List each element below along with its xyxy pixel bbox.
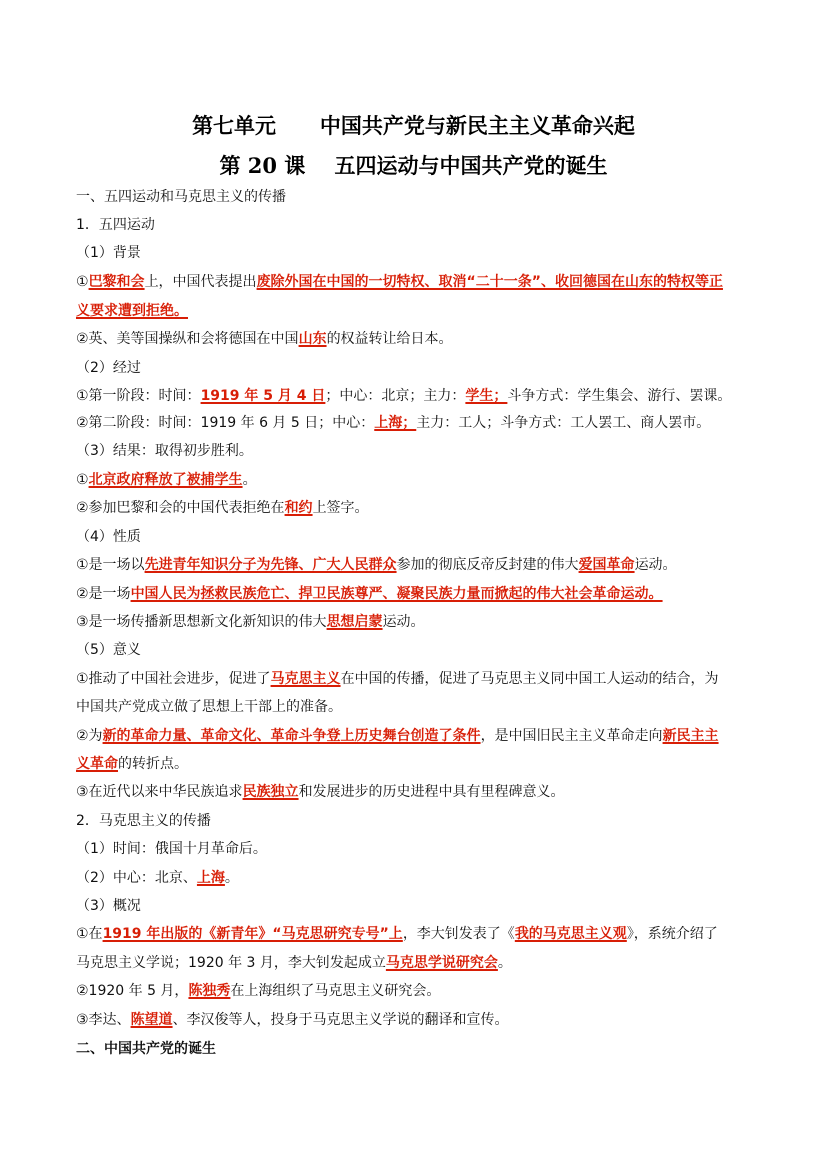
text-line xyxy=(76,839,267,859)
text-segment: 中国共产党成立做了思想上干部上的准备。 xyxy=(76,699,342,715)
text-segment: ① xyxy=(76,274,89,290)
text-line xyxy=(76,301,188,321)
highlighted-key-term: 学生； xyxy=(465,388,508,404)
text-line xyxy=(76,358,141,378)
text-segment: ①在 xyxy=(76,926,103,942)
highlighted-key-term: 马克思学说研究会 xyxy=(385,955,498,971)
text-line xyxy=(76,386,731,406)
text-segment: ②参加巴黎和会的中国代表拒绝在 xyxy=(76,500,285,516)
highlighted-key-term: 民族独立 xyxy=(242,784,299,800)
text-segment: ①是一场以 xyxy=(76,557,145,573)
text-segment: 和发展进步的历史进程中具有里程碑意义。 xyxy=(298,784,565,800)
highlighted-key-term: 1919 年出版的《新青年》“马克思研究专号”上 xyxy=(102,926,403,942)
text-segment: ，是中国旧民主主义革命走向 xyxy=(480,728,663,744)
text-segment: （5）意义 xyxy=(76,642,141,658)
text-line xyxy=(76,215,155,235)
text-segment: ②第二阶段：时间：1919 年 6 月 5 日；中心： xyxy=(76,415,375,431)
text-segment: 参加的彻底反帝反封建的伟大 xyxy=(396,557,579,573)
text-line xyxy=(76,329,453,349)
text-segment: ②英、美等国操纵和会将德国在中国 xyxy=(76,331,299,347)
highlighted-key-term: 义革命 xyxy=(76,756,118,772)
highlighted-key-term: 新的革命力量、革命文化、革命斗争登上历史舞台创造了条件 xyxy=(102,728,481,744)
text-line xyxy=(76,498,369,518)
text-line xyxy=(76,953,512,973)
highlighted-key-term: 新民主主 xyxy=(662,728,719,744)
highlighted-key-term: 陈独秀 xyxy=(188,983,231,999)
highlighted-key-term: 中国人民为拯救民族危亡、捍卫民族尊严、凝聚民族力量而掀起的伟大社会革命运动。 xyxy=(130,586,663,602)
text-segment: 上，中国代表提出 xyxy=(144,274,257,290)
text-segment: ③是一场传播新思想新文化新知识的伟大 xyxy=(76,614,327,630)
text-segment: 的权益转让给日本。 xyxy=(326,331,453,347)
text-segment: 运动。 xyxy=(382,614,425,630)
text-line xyxy=(76,811,211,831)
text-segment: 马克思主义学说；1920 年 3 月，李大钊发起成立 xyxy=(76,955,386,971)
unit-title: 第七单元 中国共产党与新民主主义革命兴起 xyxy=(192,113,635,138)
text-segment: （3）概况 xyxy=(76,898,141,914)
section-heading: 二、中国共产党的诞生 xyxy=(76,1041,216,1057)
text-line xyxy=(76,754,188,774)
text-segment: （4）性质 xyxy=(76,529,141,545)
text-segment: ①推动了中国社会进步，促进了 xyxy=(76,671,271,687)
text-segment: 。 xyxy=(224,870,239,886)
text-line xyxy=(76,640,141,660)
highlighted-key-term: 上海 xyxy=(196,870,225,886)
text-segment: 在中国的传播，促进了马克思主义同中国工人运动的结合，为 xyxy=(340,671,719,687)
highlighted-key-term: 我的马克思主义观 xyxy=(514,926,627,942)
text-line xyxy=(76,924,718,944)
text-line xyxy=(76,441,253,461)
text-segment: 运动。 xyxy=(634,557,677,573)
highlighted-key-term: 陈望道 xyxy=(130,1012,173,1028)
text-line xyxy=(76,697,342,717)
highlighted-key-term: 和约 xyxy=(284,500,313,516)
text-line xyxy=(76,782,565,802)
text-segment: ②是一场 xyxy=(76,586,131,602)
highlighted-key-term: 义要求遭到拒绝。 xyxy=(76,303,188,319)
text-segment: 一、五四运动和马克思主义的传播 xyxy=(76,189,286,205)
text-line xyxy=(76,187,286,207)
highlighted-key-term: 北京政府释放了被捕学生 xyxy=(88,472,243,488)
text-segment: ③李达、 xyxy=(76,1012,131,1028)
highlighted-key-term: 马克思主义 xyxy=(270,671,341,687)
text-segment: 》，系统介绍了 xyxy=(626,926,718,942)
highlighted-key-term: 巴黎和会 xyxy=(88,274,145,290)
text-line xyxy=(76,243,141,263)
text-line xyxy=(76,1010,509,1030)
text-segment: 斗争方式：学生集会、游行、罢课。 xyxy=(507,388,732,404)
text-segment: ，李大钊发表了《 xyxy=(402,926,515,942)
text-segment: 2．马克思主义的传播 xyxy=(76,813,211,829)
text-segment: （1）背景 xyxy=(76,245,141,261)
text-segment: 。 xyxy=(242,472,257,488)
highlighted-key-term: 爱国革命 xyxy=(578,557,635,573)
text-line xyxy=(76,726,719,746)
highlighted-key-term: 上海； xyxy=(374,415,417,431)
text-line xyxy=(76,555,677,575)
text-line xyxy=(76,896,141,916)
text-segment: 的转折点。 xyxy=(118,756,188,772)
text-segment: （3）结果：取得初步胜利。 xyxy=(76,443,253,459)
text-segment: （1）时间：俄国十月革命后。 xyxy=(76,841,267,857)
text-line xyxy=(76,584,663,604)
highlighted-key-term: 废除外国在中国的一切特权、取消“二十一条”、收回德国在山东的特权等正 xyxy=(256,274,723,290)
text-segment: 在上海组织了马克思主义研究会。 xyxy=(230,983,441,999)
text-segment: （2）经过 xyxy=(76,360,141,376)
text-segment: 上签字。 xyxy=(312,500,369,516)
text-segment: ③在近代以来中华民族追求 xyxy=(76,784,243,800)
text-segment: 主力：工人；斗争方式：工人罢工、商人罢市。 xyxy=(416,415,711,431)
text-line xyxy=(76,272,723,292)
text-line xyxy=(76,868,239,888)
text-line xyxy=(76,981,440,1001)
text-line xyxy=(76,1039,216,1059)
text-line xyxy=(76,612,425,632)
text-segment: （2）中心：北京、 xyxy=(76,870,197,886)
text-segment: ②1920 年 5 月， xyxy=(76,983,189,999)
text-line xyxy=(76,413,710,433)
text-segment: 1．五四运动 xyxy=(76,217,155,233)
text-line xyxy=(76,527,141,547)
highlighted-key-term: 山东 xyxy=(298,331,327,347)
text-segment: 、李汉俊等人，投身于马克思主义学说的翻译和宣传。 xyxy=(172,1012,509,1028)
highlighted-key-term: 1919 年 5 月 4 日 xyxy=(200,388,326,404)
lesson-title: 第 20 课 五四运动与中国共产党的诞生 xyxy=(219,153,608,178)
text-segment: ；中心：北京；主力： xyxy=(325,388,466,404)
text-segment: ① xyxy=(76,472,89,488)
text-segment: ①第一阶段：时间： xyxy=(76,388,201,404)
text-segment: 。 xyxy=(497,955,512,971)
highlighted-key-term: 思想启蒙 xyxy=(326,614,383,630)
text-line xyxy=(76,669,719,689)
text-line xyxy=(76,470,257,490)
text-segment: ②为 xyxy=(76,728,103,744)
highlighted-key-term: 先进青年知识分子为先锋、广大人民群众 xyxy=(144,557,397,573)
